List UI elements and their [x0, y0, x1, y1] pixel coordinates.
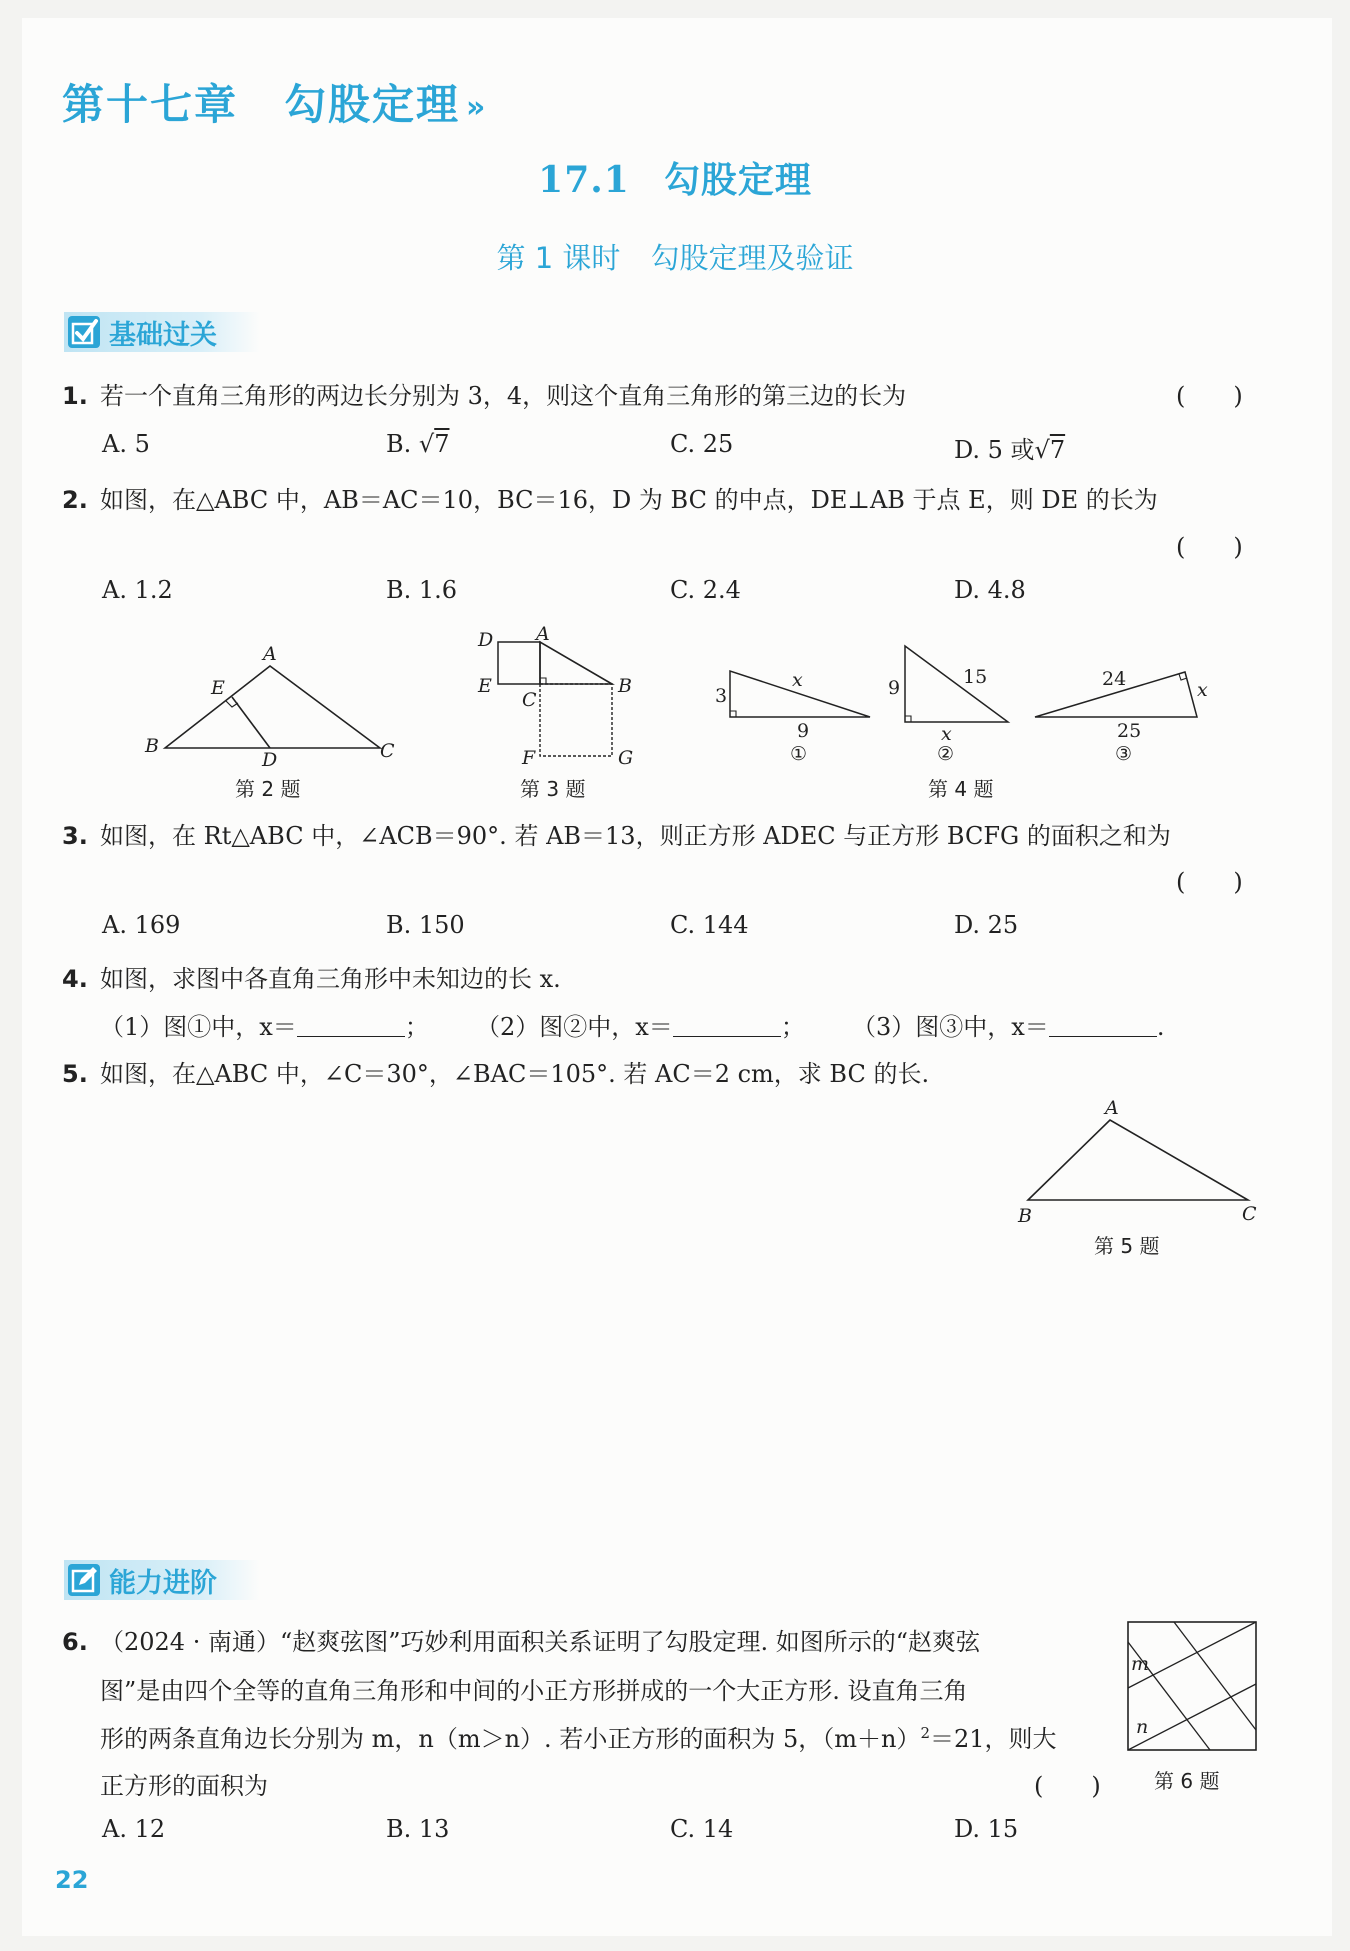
- q1-option-a: A. 5: [102, 430, 150, 458]
- q6-option-d: D. 15: [954, 1815, 1019, 1843]
- q4-part-3-label: （3）图③中，x＝: [852, 1013, 1049, 1041]
- lesson-number: 第 1 课时: [496, 241, 621, 275]
- q2-option-a: A. 1.2: [102, 576, 173, 604]
- question-4: [62, 959, 561, 994]
- q4-part-2-label: （2）图②中，x＝: [476, 1013, 673, 1041]
- fig5-label-c: C: [1242, 1203, 1257, 1225]
- fig2-label-e: E: [211, 677, 225, 699]
- q4-part-2: [476, 1007, 805, 1042]
- fig4-t3-hyp: 25: [1117, 720, 1142, 742]
- question-3-number: 3.: [62, 822, 88, 850]
- answer-paren-3: ( ): [1176, 868, 1243, 896]
- q1-option-b-root: 7: [434, 430, 450, 458]
- fig4-t1-mark: ①: [790, 743, 808, 765]
- fig3-label-f: F: [522, 747, 536, 769]
- question-2-text: 如图，在△ABC 中，AB＝AC＝10，BC＝16，D 为 BC 的中点，DE⊥AB 于点 E，则 DE 的长为: [100, 486, 1158, 514]
- question-1-number: 1.: [62, 382, 88, 410]
- fig4-t2-hyp: 15: [963, 666, 988, 688]
- fig6-label-m: m: [1131, 1653, 1150, 1675]
- chapter-name: 勾股定理: [284, 80, 461, 129]
- question-6-number: 6.: [62, 1628, 88, 1656]
- q4-sep-2: ；: [780, 1013, 805, 1041]
- q6-line-3-post: ＝21，则大: [929, 1725, 1057, 1753]
- answer-paren-6: ( ): [1034, 1772, 1101, 1800]
- q4-part-1: [100, 1007, 429, 1042]
- fig3-triangle-abc: [540, 642, 612, 684]
- q6-line-3-pre: 形的两条直角边长分别为 m，n（m＞n）. 若小正方形的面积为 5，（m＋n）: [100, 1725, 921, 1753]
- fig4-t1-hyp: x: [792, 669, 803, 691]
- fig4-t2-base: x: [941, 723, 952, 745]
- q4-part-1-label: （1）图①中，x＝: [100, 1013, 297, 1041]
- fig2-segment-de: [232, 697, 270, 748]
- question-3-text: 如图，在 Rt△ABC 中，∠ACB＝90°. 若 AB＝13，则正方形 ADEC 与正方形 BCFG 的面积之和为: [100, 822, 1171, 850]
- fig5-triangle-abc: [1028, 1120, 1248, 1200]
- question-5-text: 如图，在△ABC 中，∠C＝30°，∠BAC＝105°. 若 AC＝2 cm，求 BC 的长.: [100, 1060, 930, 1088]
- fig4-t2-leg: 9: [888, 677, 901, 699]
- q1-option-d: D. 5 或√7: [954, 436, 1066, 464]
- figure-2-triangle: [140, 640, 410, 770]
- q6-option-c: C. 14: [670, 1815, 734, 1843]
- fig2-label-a: A: [263, 643, 277, 665]
- answer-paren-2: ( ): [1176, 533, 1243, 561]
- q2-option-b: B. 1.6: [386, 576, 458, 604]
- chapter-title: [62, 72, 487, 132]
- fig2-label-b: B: [145, 735, 159, 757]
- section-title: [0, 152, 1350, 203]
- q6-option-b: B. 13: [386, 1815, 450, 1843]
- q6-line-3-sup: 2: [920, 1724, 930, 1742]
- question-1: [62, 376, 906, 411]
- q3-option-c: C. 144: [670, 911, 749, 939]
- question-6: [62, 1622, 980, 1657]
- question-6-line-4: 正方形的面积为: [100, 1772, 268, 1800]
- q4-blank-1[interactable]: [297, 1014, 405, 1037]
- q1-option-d-label: D. 5 或: [954, 436, 1035, 464]
- badge-basic-label: 基础过关: [109, 319, 217, 351]
- fig4-t3-side: x: [1197, 679, 1208, 701]
- figure-4-caption: 第 4 题: [928, 777, 994, 801]
- answer-paren-1: ( ): [1176, 382, 1243, 410]
- question-2-number: 2.: [62, 486, 88, 514]
- badge-advanced-label: 能力进阶: [109, 1567, 217, 1599]
- question-2: [62, 480, 1158, 515]
- fig6-label-n: n: [1136, 1716, 1149, 1738]
- question-6-line-1: （2024 · 南通）“赵爽弦图”巧妙利用面积关系证明了勾股定理. 如图所示的“赵爽弦: [100, 1628, 981, 1656]
- q1-option-d-root: 7: [1049, 436, 1066, 464]
- q1-option-b-label: B.: [386, 430, 419, 458]
- fig4-triangle-1: [715, 669, 870, 765]
- fig3-label-e: E: [478, 675, 492, 697]
- lesson-title: [0, 236, 1350, 277]
- question-6-line-3: [100, 1719, 1057, 1754]
- question-3: [62, 816, 1171, 851]
- question-4-number: 4.: [62, 965, 88, 993]
- question-5-number: 5.: [62, 1060, 88, 1088]
- badge-basic: [64, 312, 260, 352]
- fig2-triangle-abc: [165, 666, 380, 748]
- q2-option-d: D. 4.8: [954, 576, 1026, 604]
- fig3-label-g: G: [618, 747, 634, 769]
- fig3-right-angle-mark: [540, 678, 546, 684]
- fig5-label-a: A: [1105, 1097, 1119, 1119]
- fig4-triangle-2: [888, 646, 1008, 765]
- q3-option-d: D. 25: [954, 911, 1019, 939]
- fig3-label-a: A: [536, 623, 550, 645]
- fig4-t1-base: 9: [797, 720, 810, 742]
- q1-option-b: B. √7: [386, 430, 450, 458]
- figure-4-triangles: [705, 640, 1210, 770]
- q6-option-a: A. 12: [102, 1815, 166, 1843]
- section-number: 17.1: [538, 159, 630, 201]
- q1-option-c: C. 25: [670, 430, 734, 458]
- q4-end: .: [1156, 1013, 1165, 1041]
- fig4-t3-top: 24: [1102, 668, 1127, 690]
- question-6-line-2: 图”是由四个全等的直角三角形和中间的小正方形拼成的一个大正方形. 设直角三角: [100, 1677, 968, 1705]
- q3-option-b: B. 150: [386, 911, 465, 939]
- badge-advanced: [64, 1560, 260, 1600]
- fig4-triangle-3: [1035, 668, 1208, 765]
- fig5-label-b: B: [1018, 1205, 1032, 1226]
- fig3-label-d: D: [478, 629, 494, 651]
- chevron-right-icon: »: [466, 90, 488, 125]
- figure-6-zhao-shuang-diagram: [1124, 1618, 1260, 1754]
- q4-sep-1: ；: [404, 1013, 429, 1041]
- fig3-label-b: B: [618, 675, 632, 697]
- chapter-number: 第十七章: [62, 80, 239, 129]
- pencil-icon: [67, 1563, 101, 1597]
- question-5: [62, 1054, 929, 1089]
- figure-3-caption: 第 3 题: [520, 777, 586, 801]
- figure-6-caption: 第 6 题: [1154, 1769, 1220, 1793]
- q4-blank-2[interactable]: [673, 1014, 781, 1037]
- q4-part-3: [852, 1007, 1164, 1042]
- question-4-text: 如图，求图中各直角三角形中未知边的长 x.: [100, 965, 561, 993]
- fig3-label-c: C: [522, 689, 537, 711]
- fig4-t1-leg: 3: [715, 685, 728, 707]
- q4-blank-3[interactable]: [1049, 1014, 1157, 1037]
- fig4-t3-mark: ③: [1115, 743, 1133, 765]
- lesson-name: 勾股定理及验证: [650, 241, 854, 275]
- fig2-label-c: C: [380, 740, 395, 762]
- figure-2-caption: 第 2 题: [235, 777, 301, 801]
- page-number: 22: [55, 1866, 89, 1894]
- q2-option-c: C. 2.4: [670, 576, 741, 604]
- fig3-square-adec: [498, 642, 540, 684]
- figure-5-caption: 第 5 题: [1094, 1234, 1160, 1258]
- question-1-text: 若一个直角三角形的两边长分别为 3，4，则这个直角三角形的第三边的长为: [100, 382, 907, 410]
- checkbox-icon: [67, 315, 101, 349]
- q3-option-a: A. 169: [102, 911, 181, 939]
- figure-5-triangle: [1010, 1096, 1270, 1226]
- fig4-t2-mark: ②: [937, 743, 955, 765]
- section-name: 勾股定理: [663, 160, 812, 201]
- fig2-label-d: D: [262, 749, 278, 770]
- figure-3-squares: [470, 622, 650, 772]
- fig3-square-bcfg: [540, 684, 612, 756]
